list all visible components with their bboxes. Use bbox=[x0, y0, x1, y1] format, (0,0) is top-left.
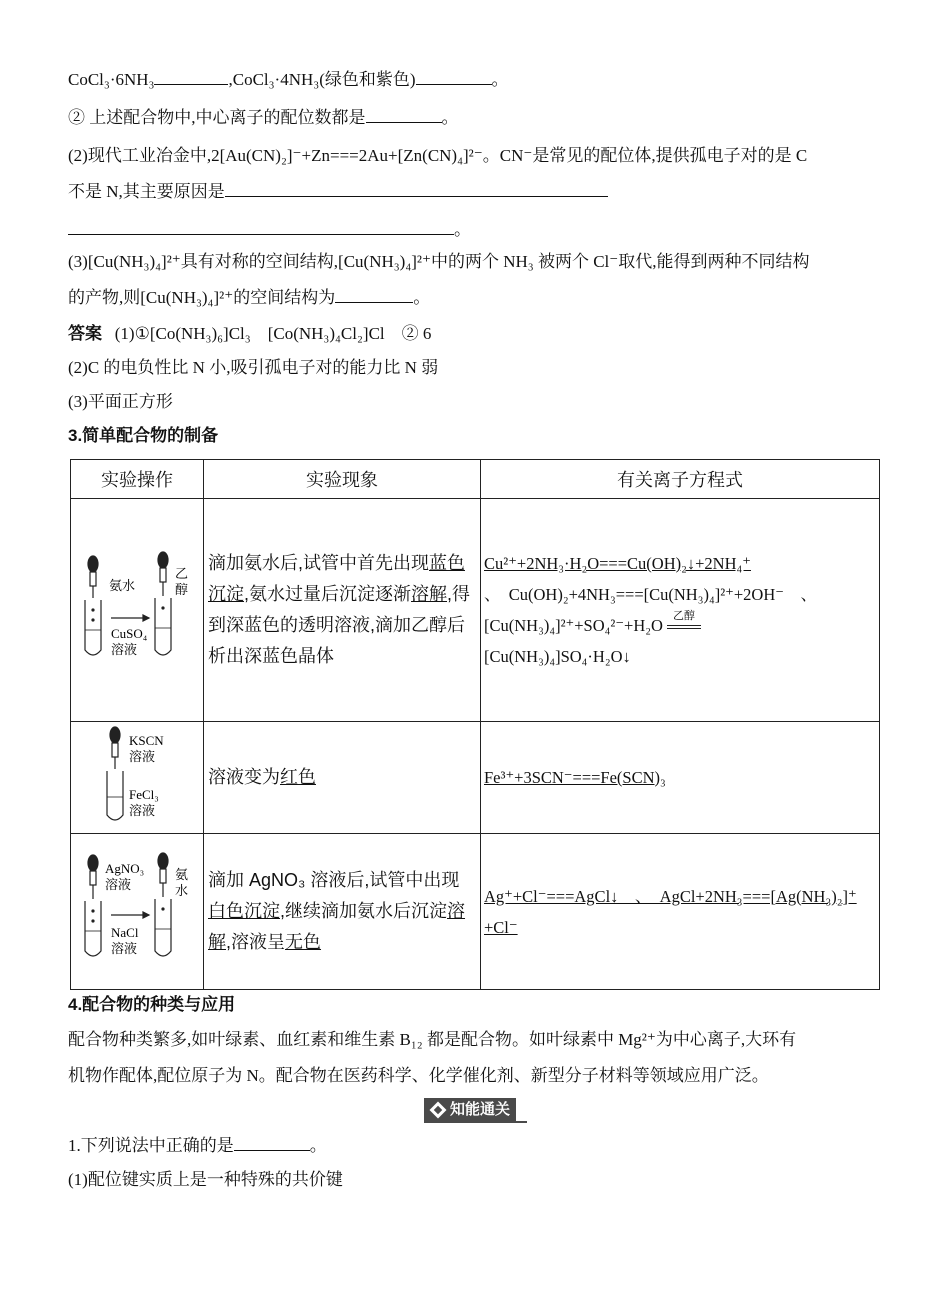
equation-line: Fe³⁺+3SCN⁻===Fe(SCN)₃ bbox=[484, 768, 666, 787]
label-agno3: AgNO₃ bbox=[105, 861, 145, 876]
phenomenon-text: 滴加 AgNO₃ 溶液后,试管中出现 bbox=[208, 870, 460, 890]
header-equation: 有关离子方程式 bbox=[481, 460, 880, 499]
apparatus-cell bbox=[71, 834, 204, 990]
apparatus-diagram-nacl bbox=[71, 849, 203, 969]
question-1-stem bbox=[68, 1134, 327, 1158]
phenomenon-key: 无色 bbox=[285, 932, 322, 952]
punct: 。 bbox=[491, 70, 509, 89]
phenomenon-cell bbox=[204, 834, 481, 990]
question-text: (2)现代工业冶金中,2[Au(CN)₂]⁻+Zn===2Au+[Zn(CN)₄]²⁻。CN⁻是常见的配位体,提供孤电子对的是 C bbox=[68, 146, 808, 165]
answer-line-3 bbox=[68, 390, 173, 414]
equation-cell bbox=[481, 834, 880, 990]
answer-text: (3)平面正方形 bbox=[68, 392, 173, 411]
answer-text: (1)①[Co(NH₃)₆]Cl₃ [Co(NH₃)₄Cl₂]Cl ② 6 bbox=[114, 324, 432, 343]
equation-cell bbox=[481, 499, 880, 722]
label-ammonia: 氨水 bbox=[109, 577, 136, 593]
equation-line: [Cu(NH₃)₄]SO₄·H₂O↓ bbox=[484, 647, 631, 666]
condition-label: 乙醇 bbox=[673, 610, 696, 622]
equation-line: Cu²⁺+2NH₃·H₂O===Cu(OH)₂↓+2NH₄⁺ bbox=[484, 554, 751, 573]
punct: 。 bbox=[441, 108, 459, 127]
label-solution: 溶液 bbox=[129, 749, 156, 764]
label-solution: 溶液 bbox=[111, 941, 138, 956]
question-3-line-1 bbox=[68, 250, 810, 274]
equation-text: [Cu(NH₃)₄]²⁺+SO₄²⁻+H₂O bbox=[484, 616, 663, 635]
section-badge bbox=[424, 1098, 516, 1122]
punct: 。 bbox=[413, 288, 431, 307]
equation-line bbox=[484, 610, 876, 641]
label-cuso4: CuSO₄ bbox=[111, 625, 148, 641]
label-solution: 溶液 bbox=[111, 641, 138, 657]
answer-blank bbox=[225, 180, 608, 197]
question-3-line-2 bbox=[68, 286, 430, 310]
phenomenon-text: ,溶液呈 bbox=[226, 932, 286, 952]
apparatus-diagram-cuso4 bbox=[71, 548, 203, 668]
section-4-title: 4.配合物的种类与应用 bbox=[68, 995, 236, 1014]
diamond-icon bbox=[430, 1102, 447, 1119]
equation-cell bbox=[481, 722, 880, 834]
answer-text: (2)C 的电负性比 N 小,吸引孤电子对的能力比 N 弱 bbox=[68, 358, 439, 377]
label-solution: 溶液 bbox=[105, 877, 132, 892]
apparatus-cell bbox=[71, 499, 204, 722]
answer-line-1 bbox=[68, 322, 431, 346]
phenomenon-text: 溶液变为 bbox=[208, 767, 280, 787]
punct: 。 bbox=[454, 220, 471, 239]
experiment-table bbox=[70, 459, 880, 990]
label-fecl3: FeCl₃ bbox=[129, 787, 159, 802]
answer-label: 答案 bbox=[68, 324, 102, 343]
table-header-row bbox=[71, 460, 880, 499]
answer-blank bbox=[234, 1134, 310, 1151]
section-3-title: 3.简单配合物的制备 bbox=[68, 426, 219, 445]
question-line-2 bbox=[68, 106, 459, 130]
formula-text: CoCl₃·6NH₃ bbox=[68, 70, 155, 89]
table-row bbox=[71, 834, 880, 990]
phenomenon-text: ,得到深蓝色的透明溶液,滴加乙醇后析出深蓝色晶体 bbox=[208, 584, 471, 666]
question-2-line-1 bbox=[68, 144, 807, 168]
answer-blank bbox=[68, 218, 454, 235]
label-kscn: KSCN bbox=[129, 733, 164, 748]
answer-blank bbox=[416, 68, 492, 85]
phenomenon-text: ,继续滴加氨水后沉淀 bbox=[280, 901, 448, 921]
punct: 。 bbox=[309, 1136, 327, 1155]
label-ammonia-1: 氨 bbox=[175, 867, 189, 882]
question-text: 1.下列说法中正确的是 bbox=[68, 1136, 234, 1155]
badge-underline bbox=[424, 1121, 527, 1123]
phenomenon-text: 滴加氨水后,试管中首先出现 bbox=[208, 553, 429, 573]
equation-line: 、 Cu(OH)₂+4NH₃===[Cu(NH₃)₄]²⁺+2OH⁻ 、 bbox=[484, 585, 817, 604]
question-text: 不是 N,其主要原因是 bbox=[68, 182, 225, 201]
phenomenon-text: ,氨水过量后沉淀逐渐 bbox=[244, 584, 412, 604]
question-text: (3)[Cu(NH₃)₄]²⁺具有对称的空间结构,[Cu(NH₃)₄]²⁺中的两个 NH₃ 被两个 Cl⁻取代,能得到两种不同结构 bbox=[68, 252, 810, 271]
phenomenon-cell bbox=[204, 499, 481, 722]
phenomenon-cell bbox=[204, 722, 481, 834]
answer-blank bbox=[366, 106, 442, 123]
equation-line: +Cl⁻ bbox=[484, 917, 518, 937]
label-ethanol-2: 醇 bbox=[175, 581, 189, 597]
label-solution: 溶液 bbox=[129, 803, 156, 818]
question-text: ② 上述配合物中,中心离子的配位数都是 bbox=[68, 108, 366, 127]
answer-blank bbox=[335, 286, 413, 303]
badge-label: 知能通关 bbox=[450, 1101, 511, 1118]
label-nacl: NaCl bbox=[111, 925, 139, 940]
label-ammonia-2: 水 bbox=[175, 883, 189, 898]
question-2-line-2 bbox=[68, 180, 608, 204]
phenomenon-key: 红色 bbox=[280, 767, 316, 787]
question-2-line-3 bbox=[68, 218, 471, 242]
question-text: 的产物,则[Cu(NH₃)₄]²⁺的空间结构为 bbox=[68, 288, 336, 307]
question-line-1 bbox=[68, 68, 509, 92]
section-4-paragraph-line-2: 机物作配体,配位原子为 N。配合物在医药科学、化学催化剂、新型分子材料等领域应用广泛。 bbox=[68, 1066, 769, 1085]
phenomenon-key: 蓝色沉淀 bbox=[208, 553, 465, 604]
apparatus-diagram-fecl3 bbox=[71, 723, 203, 827]
reaction-condition bbox=[667, 610, 701, 629]
apparatus-cell bbox=[71, 722, 204, 834]
section-4-paragraph-line-1: 配合物种类繁多,如叶绿素、血红素和维生素 B₁₂ 都是配合物。如叶绿素中 Mg²⁺为中心离子,大环有 bbox=[68, 1030, 797, 1049]
equation-line: Ag⁺+Cl⁻===AgCl↓ 、 AgCl+2NH₃===[Ag(NH₃)₂]⁺ bbox=[484, 886, 857, 906]
formula-text: ,CoCl₃·4NH₃(绿色和紫色) bbox=[228, 70, 416, 89]
question-1-option-1: (1)配位键实质上是一种特殊的共价键 bbox=[68, 1170, 343, 1189]
label-ethanol-1: 乙 bbox=[175, 565, 189, 581]
header-phenomenon: 实验现象 bbox=[204, 460, 481, 499]
phenomenon-key: 白色沉淀 bbox=[208, 901, 280, 921]
header-operation: 实验操作 bbox=[71, 460, 204, 499]
table-row bbox=[71, 499, 880, 722]
answer-blank bbox=[154, 68, 228, 85]
phenomenon-key: 溶解 bbox=[411, 584, 448, 604]
answer-line-2 bbox=[68, 356, 438, 380]
phenomenon-key: 溶解 bbox=[208, 901, 466, 952]
table-row bbox=[71, 722, 880, 834]
equals-sign bbox=[667, 625, 701, 629]
